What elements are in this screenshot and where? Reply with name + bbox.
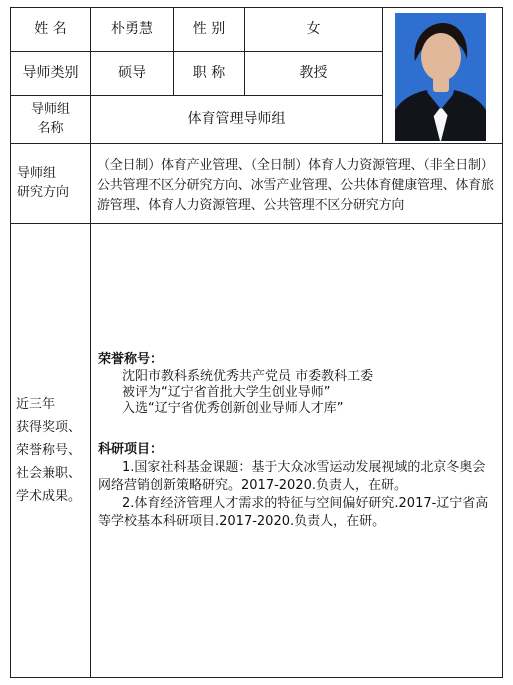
supervisor-type-label: 导师类别 — [22, 65, 79, 81]
research-label — [13, 144, 90, 223]
honors-title: 荣誉称号： — [98, 352, 164, 367]
supervisor-type-value: 硕导 — [118, 65, 146, 81]
group-name-label — [11, 96, 90, 143]
profile-photo — [395, 13, 486, 141]
project-item: 1.国家社科基金课题：基于大众冰雪运动发展视域的北京冬奥会网络营销创新策略研究。2017-2020.负责人，在研。 — [98, 460, 486, 493]
honors-item: 沈阳市教科系统优秀共产党员 市委教科工委 — [122, 369, 374, 384]
group-name-label-line-1: 导师组 — [30, 102, 70, 117]
honors-item: 被评为“辽宁省首批大学生创业导师” — [122, 385, 331, 400]
honors-section — [98, 351, 496, 417]
honors-item: 入选“辽宁省优秀创新创业导师人才库” — [122, 401, 344, 416]
achievements-label-line: 学术成果。 — [16, 488, 82, 504]
name-value: 朴勇慧 — [111, 21, 153, 37]
research-label-line-2: 研究方向 — [17, 185, 70, 200]
title-label: 职 称 — [192, 65, 226, 81]
projects-title: 科研项目： — [98, 442, 164, 457]
projects-section — [98, 441, 496, 531]
achievements-label-line: 获得奖项、 — [16, 419, 82, 435]
achievements-label-line: 近三年 — [16, 396, 56, 412]
research-value: （全日制）体育产业管理、（全日制）体育人力资源管理、（非全日制）公共管理不区分研究方向、冰雪产业管理、公共体育健康管理、体育旅游管理、体育人力资源管理、公共管理不区分研究方向 — [97, 158, 494, 213]
research-label-line-1: 导师组 — [17, 166, 57, 181]
achievements-label — [13, 224, 90, 677]
photo-neck — [433, 76, 449, 92]
photo-face — [421, 33, 461, 81]
name-label: 姓 名 — [34, 21, 67, 37]
group-name-value: 体育管理导师组 — [187, 111, 286, 127]
table-outer-right — [502, 7, 503, 678]
table-outer-bottom — [10, 677, 503, 678]
project-item: 2.体育经济管理人才需求的特征与空间偏好研究.2017-辽宁省高等学校基本科研项目.2017-2020.负责人，在研。 — [98, 496, 489, 529]
profile-photo-illustration — [395, 13, 486, 141]
title-value: 教授 — [299, 65, 328, 81]
gender-label: 性 别 — [192, 21, 226, 37]
achievements-label-line: 社会兼职、 — [16, 465, 82, 481]
group-name-label-line-2: 名称 — [37, 121, 64, 136]
achievements-label-line: 荣誉称号、 — [16, 442, 82, 458]
profile-sheet — [10, 7, 503, 678]
table-divider-col-4 — [382, 7, 383, 143]
gender-value: 女 — [306, 21, 321, 37]
